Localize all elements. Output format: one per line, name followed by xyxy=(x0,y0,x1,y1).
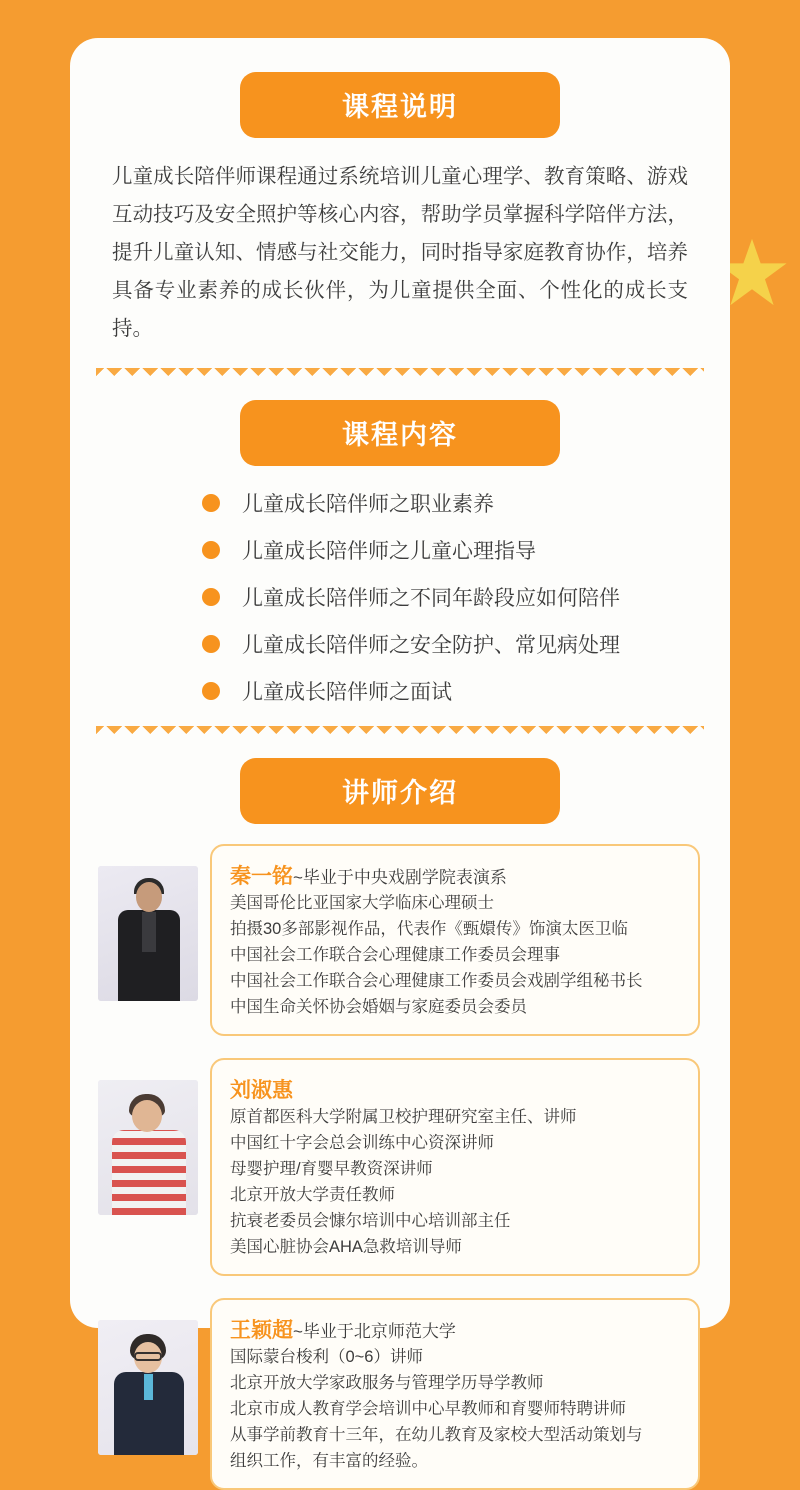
bio-line: 中国社会工作联合会心理健康工作委员会理事 xyxy=(230,946,560,964)
teacher-name-suffix: ~毕业于北京师范大学 xyxy=(293,1322,456,1341)
divider-1 xyxy=(96,368,704,382)
teachers-section xyxy=(70,740,730,1490)
bio-line: 中国生命关怀协会婚姻与家庭委员会委员 xyxy=(230,998,527,1016)
list-item-label: 儿童成长陪伴师之儿童心理指导 xyxy=(242,540,536,563)
list-item-label: 儿童成长陪伴师之不同年龄段应如何陪伴 xyxy=(242,587,620,610)
bio-line: 原首都医科大学附属卫校护理研究室主任、讲师 xyxy=(230,1108,577,1126)
list-item-label: 儿童成长陪伴师之安全防护、常见病处理 xyxy=(242,634,620,657)
bio-line: 北京开放大学家政服务与管理学历导学教师 xyxy=(230,1374,544,1392)
bio-line: 组织工作，有丰富的经验。 xyxy=(230,1452,428,1470)
bio-line: 从事学前教育十三年，在幼儿教育及家校大型活动策划与 xyxy=(230,1426,643,1444)
bio-line: 北京市成人教育学会培训中心早教师和育婴师特聘讲师 xyxy=(230,1400,626,1418)
teacher-bio xyxy=(210,1058,700,1276)
list-item xyxy=(202,582,730,612)
list-item-label: 儿童成长陪伴师之职业素养 xyxy=(242,493,494,516)
bio-line: 中国红十字会总会训练中心资深讲师 xyxy=(230,1134,494,1152)
bullet-dot-icon xyxy=(202,494,220,512)
teacher-name: 刘淑惠 xyxy=(230,1079,293,1102)
course-poster-card xyxy=(70,38,730,1470)
teacher-name-suffix: ~毕业于中央戏剧学院表演系 xyxy=(293,868,507,887)
bio-line: 北京开放大学责任教师 xyxy=(230,1186,395,1204)
bio-line: 美国心脏协会AHA急救培训导师 xyxy=(230,1238,462,1256)
bullet-dot-icon xyxy=(202,635,220,653)
bio-line: 抗衰老委员会慷尔培训中心培训部主任 xyxy=(230,1212,511,1230)
avatar xyxy=(98,1080,198,1215)
avatar xyxy=(98,866,198,1001)
bio-line: 母婴护理/育婴早教资深讲师 xyxy=(230,1160,433,1178)
list-item-label: 儿童成长陪伴师之面试 xyxy=(242,681,452,704)
list-item xyxy=(202,629,730,659)
teacher-card xyxy=(70,1298,730,1490)
avatar xyxy=(98,1320,198,1455)
teacher-card xyxy=(70,844,730,1036)
bio-line: 中国社会工作联合会心理健康工作委员会戏剧学组秘书长 xyxy=(230,972,643,990)
list-item xyxy=(202,488,730,518)
teacher-card xyxy=(70,1058,730,1276)
teacher-bio xyxy=(210,1298,700,1490)
teachers-section-title: 讲师介绍 xyxy=(240,758,560,824)
teacher-name: 王颖超~毕业于北京师范大学 xyxy=(230,1319,456,1342)
bio-line: 国际蒙台梭利（0~6）讲师 xyxy=(230,1348,423,1366)
bullet-dot-icon xyxy=(202,682,220,700)
teacher-name: 秦一铭~毕业于中央戏剧学院表演系 xyxy=(230,865,507,888)
intro-section-title: 课程说明 xyxy=(240,72,560,138)
intro-paragraph: 儿童成长陪伴师课程通过系统培训儿童心理学、教育策略、游戏互动技巧及安全照护等核心内容，帮助学员掌握科学陪伴方法，提升儿童认知、情感与社交能力，同时指导家庭教育协作，培养具备专业素养的成长伙伴，为儿童提供全面、个性化的成长支持。 xyxy=(112,165,688,340)
list-item xyxy=(202,676,730,706)
intro-section xyxy=(70,38,730,348)
list-item xyxy=(202,535,730,565)
teacher-bio xyxy=(210,844,700,1036)
bullet-dot-icon xyxy=(202,541,220,559)
bio-line: 拍摄30多部影视作品，代表作《甄嬛传》饰演太医卫临 xyxy=(230,920,628,938)
content-section-title: 课程内容 xyxy=(240,400,560,466)
course-content-list xyxy=(70,488,730,706)
bullet-dot-icon xyxy=(202,588,220,606)
bio-line: 美国哥伦比亚国家大学临床心理硕士 xyxy=(230,894,494,912)
divider-2 xyxy=(96,726,704,740)
content-section xyxy=(70,382,730,706)
